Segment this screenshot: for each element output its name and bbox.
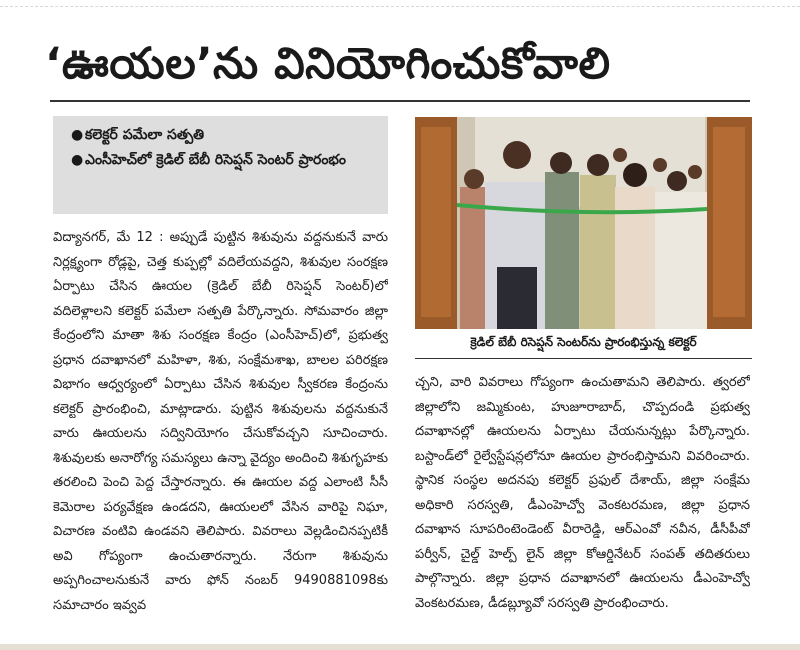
bullet-icon: ●: [71, 152, 84, 168]
highlights-box: [53, 116, 388, 214]
caption-divider: [415, 358, 752, 359]
photo-caption: క్రెడిల్ బేబీ రిసెప్షన్ సెంటర్‌ను ప్రారంభిస్తున్న కలెక్టర్: [470, 335, 697, 349]
highlight-item: [71, 123, 378, 148]
article-body-left: విద్యానగర్, మే 12 : అప్పుడే పుట్టిన శిశువును వద్దనుకునే వారు నిర్లక్ష్యంగా రోడ్లపై, చెత్త కుప్పల్లో వదిలేయవద్దని, శిశువుల సంరక్షణ ఏర్పాటు చేసిన ఊయల (క్రెడిల్ బేబీ రిసెప్షన్ సెంటర్)లో వదిలెళ్లాలని కలెక్టర్ పమేలా సత్పతి పేర్కొన్నారు. సోమవారం జిల్లా కేంద్రంలోని మాతా శిశు సంరక్షణ కేంద్రం (ఎంసీహెచ్)లో, ప్రభుత్వ ప్రధాన దవాఖానలో మహిళా, శిశు, సంక్షేమశాఖ, బాలల పరిరక్షణ విభాగం ఆధ్వర్యంలో ఏర్పాటు చేసిన శిశువుల స్వీకరణ కేంద్రంను కలెక్టర్ ప్రారంభించి, మాట్లాడారు. పుట్టిన శిశువులను వద్దనుకునే వారు ఊయలను సద్వినియోగం చేసుకోవచ్చని సూచించారు. శిశువులకు అనారోగ్య సమస్యలు ఉన్నా వైద్యం అందించి శిశుగృహకు తరలించి పెంచి పెద్ద చేస్తారన్నారు. ఈ ఊయల వద్ద ఎలాంటి సీసీ కెమెరాల పర్యవేక్షణ ఉండదని, ఊయలలో వేసిన వారిపై నిఘా, విచారణ వంటివి ఉండవని తెలిపారు. వివరాలు వెల్లడించినప్పటికీ అవి గోప్యంగా ఉంచుతారన్నారు. నేరుగా శిశువును అప్పగించాలనుకునే వారు ఫోన్ నంబర్ 9490881098కు సమాచారం ఇవ్వవ: [53, 230, 388, 613]
headline-rule: [50, 100, 750, 102]
highlight-text: కలెక్టర్ పమేలా సత్పతి: [85, 127, 205, 143]
highlight-item: [71, 148, 378, 173]
highlight-text: ఎంసీహెచ్‌లో క్రెడిల్ బేబీ రిసెప్షన్ సెంటర్ ప్రారంభం: [85, 152, 347, 168]
bottom-edge: [0, 644, 800, 650]
news-photo: [415, 117, 752, 329]
article-body-right: చ్చని, వారి వివరాలు గోప్యంగా ఉంచుతామని తెలిపారు. త్వరలో జిల్లాలోని జమ్మికుంట, హుజూరాబాద్, చొప్పదండి ప్రభుత్వ దవాఖానల్లో ఊయలను ఏర్పాటు చేయనున్నట్లు పేర్కొన్నారు. బస్టాండ్‌లో రైల్వేస్టేషన్లలోనూ ఊయల ప్రారంభిస్తామని వివరించారు. స్థానిక సంస్థల అదనపు కలెక్టర్ ప్రఫుల్ దేశాయ్, జిల్లా సంక్షేమ అధికారి సరస్వతి, డీఎంహెచ్వో వెంకటరమణ, జిల్లా ప్రధాన దవాఖాన సూపరింటెండెంట్ వీరారెడ్డి, ఆర్ఎంవో నవీన, డీసీపీవో పర్వీన్, చైల్డ్ హెల్ప్ లైన్ జిల్లా కోఆర్డినేటర్ సంపత్ తదితరులు పాల్గొన్నారు. జిల్లా ప్రధాన దవాఖానలో ఊయలను డీఎంహెచ్వో వెంకటరమణ, డీడబ్ల్యూవో సరస్వతి ప్రారంభించారు.: [415, 375, 750, 611]
bullet-icon: ●: [71, 127, 84, 143]
headline: ‘ఊయల’ను వినియోగించుకోవాలి: [45, 39, 611, 89]
page-top-border: [0, 6, 800, 7]
